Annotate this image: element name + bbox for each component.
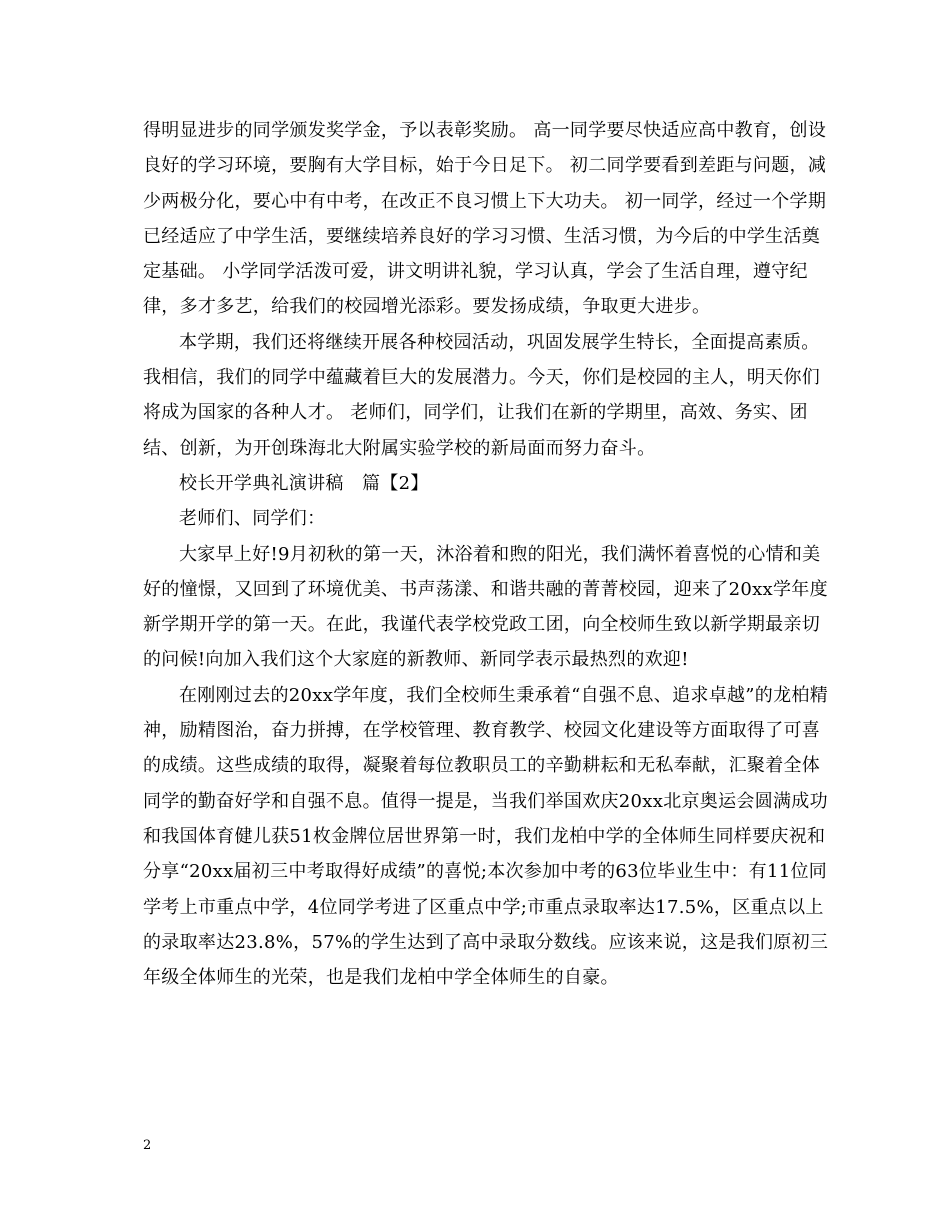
document-body: [143, 113, 833, 995]
paragraph-4: 在刚刚过去的20xx学年度，我们全校师生秉承着“自强不息、追求卓越”的龙柏精神，励精图治，奋力拼搏，在学校管理、教育教学、校园文化建设等方面取得了可喜的成绩。这些成绩的取得，凝聚着每位教职员工的辛勤耕耘和无私奉献，汇聚着全体同学的勤奋好学和自强不息。值得一提是，当我们举国欢庆20xx北京奥运会圆满成功和我国体育健儿获51枚金牌位居世界第一时，我们龙柏中学的全体师生同样要庆祝和分享“20xx届初三中考取得好成绩”的喜悦;本次参加中考的63位毕业生中：有11位同学考上市重点中学，4位同学考进了区重点中学;市重点录取率达17.5%，区重点以上的录取率达23.8%，57%的学生达到了高中录取分数线。应该来说，这是我们原初三年级全体师生的光荣，也是我们龙柏中学全体师生的自豪。: [143, 684, 829, 989]
page-number: 2: [143, 1138, 152, 1153]
salutation: 老师们、同学们：: [179, 508, 326, 530]
paragraph-3: 大家早上好!9月初秋的第一天，沐浴着和煦的阳光，我们满怀着喜悦的心情和美好的憧憬，又回到了环境优美、书声荡漾、和谐共融的菁菁校园，迎来了20xx学年度新学期开学的第一天。在此，我谨代表学校党政工团，向全校师生致以新学期最亲切的问候!向加入我们这个大家庭的新教师、新同学表示最热烈的欢迎!: [143, 543, 828, 671]
paragraph-2: 本学期，我们还将继续开展各种校园活动，巩固发展学生特长，全面提高素质。我相信，我们的同学中蕴藏着巨大的发展潜力。今天，你们是校园的主人，明天你们将成为国家的各种人才。 老师们，同学们，让我们在新的学期里，高效、务实、团结、创新，为开创珠海北大附属实验学校的新局面而努力奋斗。: [143, 331, 821, 459]
paragraph-1: 得明显进步的同学颁发奖学金，予以表彰奖励。 高一同学要尽快适应高中教育，创设良好的学习环境，要胸有大学目标，始于今日足下。 初二同学要看到差距与问题，减少两极分化，要心中有中考，在改正不良习惯上下大功夫。 初一同学，经过一个学期已经适应了中学生活，要继续培养良好的学习习惯、生活习惯，为今后的中学生活奠定基础。 小学同学活泼可爱，讲文明讲礼貌，学习认真，学会了生活自理，遵守纪律，多才多艺，给我们的校园增光添彩。要发扬成绩，争取更大进步。: [143, 120, 827, 318]
section-heading: 校长开学典礼演讲稿 篇【2】: [179, 472, 429, 494]
